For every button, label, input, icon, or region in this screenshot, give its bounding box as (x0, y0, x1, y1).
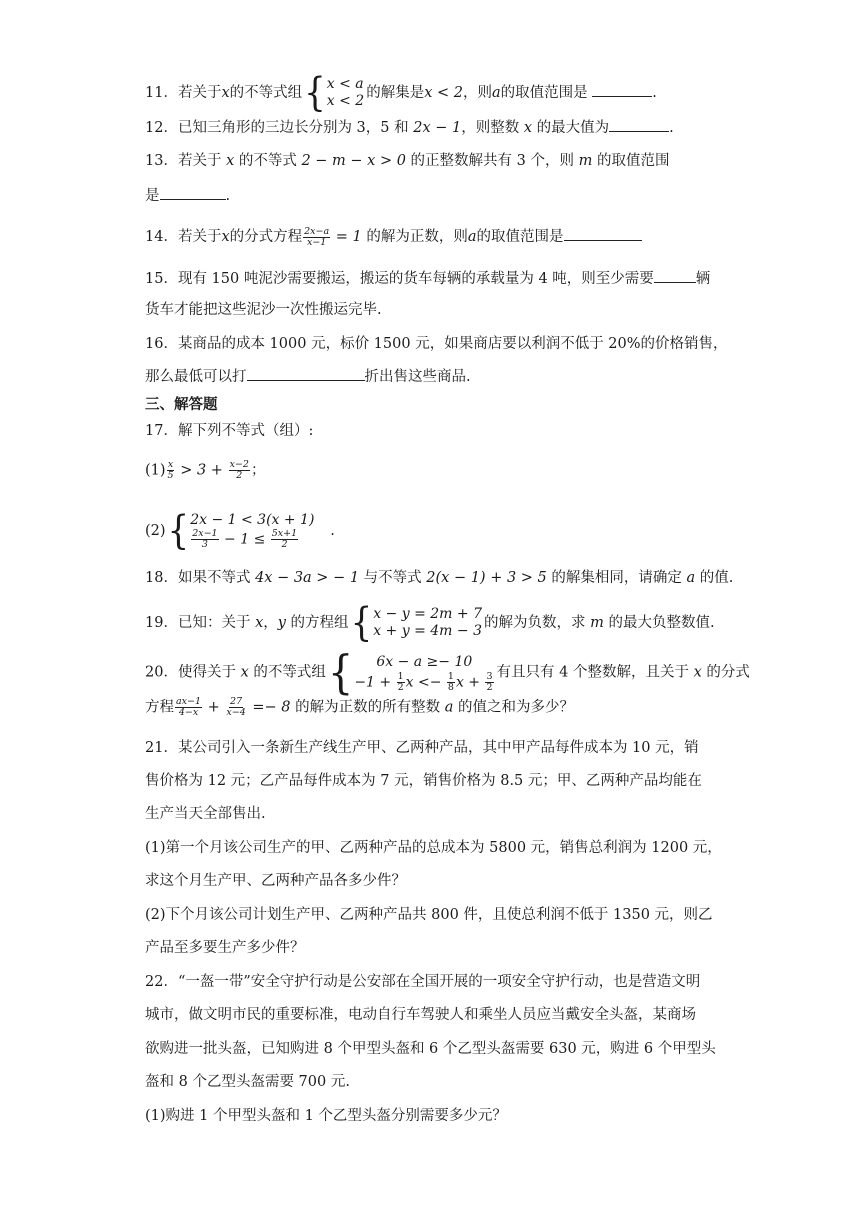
fraction: $\frac{x-2}{2}$ (229, 459, 249, 481)
question-15: 15．现有 150 吨泥沙需要搬运，搬运的货车每辆的承载量为 4 吨，则至少需要 辆 (145, 268, 710, 289)
question-17-part-1: (1) $\frac{x}{5}$ > 3 + $\frac{x-2}{2}$ ； (145, 459, 266, 481)
question-12: 12．已知三角形的三边长分别为 3，5 和 2x − 1，则整数 x 的最大值为 . (145, 117, 674, 138)
fraction: $\frac{x}{5}$ (167, 459, 174, 481)
question-18: 18．如果不等式 4x − 3a > − 1 与不等式 2(x − 1) + 3 > 5 的解集相同，请确定 a 的值. (145, 570, 734, 586)
question-13-cont: 是 . (145, 185, 230, 206)
inequality-system: { 6x − a ≥− 10 −1 + $\frac{1}{2}$ x <− $\frac{1}{8}$ x + $\frac{3}{2}$ (327, 646, 493, 699)
fraction: $\frac{2x-a}{x-1}$ (304, 225, 330, 248)
question-21-part-1: (1)第一个月该公司生产的甲、乙两种产品的总成本为 5800 元，销售总利润为 1200 元， (145, 840, 722, 856)
answer-blank[interactable] (592, 82, 652, 97)
question-13: 13．若关于 x 的不等式 2 − m − x > 0 的正整数解共有 3 个，则 m 的取值范围 (145, 153, 670, 169)
section-heading: 三、解答题 (145, 396, 218, 413)
fraction: $\frac{5x+1}{2}$ (271, 528, 298, 550)
answer-blank[interactable] (564, 226, 642, 241)
inequality-system: { 2x − 1 < 3(x + 1) $\frac{2x-1}{3}$ − 1 ≤ $\frac{5x+1}{2}$ (167, 508, 315, 554)
question-17: 17．解下列不等式（组）: (145, 423, 314, 439)
answer-blank[interactable] (160, 185, 226, 200)
question-21: 21．某公司引入一条新生产线生产甲、乙两种产品，其中甲产品每件成本为 10 元，销 (145, 740, 699, 756)
fraction: $\frac{1}{2}$ (397, 671, 404, 693)
fraction: $\frac{1}{8}$ (447, 671, 454, 693)
question-21-part-2: (2)下个月该公司计划生产甲、乙两种产品共 800 件，且使总利润不低于 1350 元，则乙 (145, 907, 713, 923)
answer-blank[interactable] (654, 268, 696, 283)
question-20: 20．使得关于 x 的不等式组 { 6x − a ≥− 10 −1 + $\frac{1}{2}$ x <− $\frac{1}{8}$ x + $\frac{3}{2}$ 有且只有 4 个整数解，且关于 x 的分式 (145, 646, 750, 699)
question-22-cont: 城市，做文明市民的重要标准，电动自行车驾驶人和乘坐人员应当戴安全头盔，某商场 (145, 1007, 696, 1023)
fraction: $\frac{3}{2}$ (486, 671, 493, 693)
answer-blank[interactable] (609, 117, 669, 132)
question-21-part-2-cont: 产品至多要生产多少件？ (145, 940, 305, 956)
question-22-cont: 欲购进一批头盔，已知购进 8 个甲型头盔和 6 个乙型头盔需要 630 元，购进 6 个甲型头 (145, 1041, 716, 1057)
question-16-cont: 那么最低可以打 折出售这些商品. (145, 366, 471, 387)
equation-system: { x − y = 2m + 7 x + y = 4m − 3 (350, 600, 482, 646)
fraction: $\frac{ax-1}{4-x}$ (176, 696, 202, 718)
question-19: 19．已知：关于 x，y 的方程组 { x − y = 2m + 7 x + y = 4m − 3 的解为负数，求 m 的最大负整数值. (145, 600, 715, 646)
question-22-part-1: (1)购进 1 个甲型头盔和 1 个乙型头盔分别需要多少元？ (145, 1108, 507, 1124)
answer-blank[interactable] (247, 366, 365, 381)
question-20-cont: 方程 $\frac{ax-1}{4-x}$ + $\frac{27}{x-4}$ =− 8 的解为正数的所有整数 a 的值之和为多少？ (145, 696, 575, 718)
fraction: $\frac{27}{x-4}$ (226, 696, 246, 718)
question-17-part-2: (2) { 2x − 1 < 3(x + 1) $\frac{2x-1}{3}$ − 1 ≤ $\frac{5x+1}{2}$ . (145, 508, 335, 554)
question-21-cont: 生产当天全部售出. (145, 806, 266, 822)
question-21-part-1-cont: 求这个月生产甲、乙两种产品各多少件？ (145, 873, 406, 889)
question-22-cont: 盔和 8 个乙型头盔需要 700 元. (145, 1074, 350, 1090)
question-21-cont: 售价格为 12 元；乙产品每件成本为 7 元，销售价格为 8.5 元；甲、乙两种产品均能在 (145, 773, 702, 789)
question-22: 22．“一盔一带”安全守护行动是公安部在全国开展的一项安全守护行动，也是营造文明 (145, 974, 701, 990)
question-16: 16．某商品的成本 1000 元，标价 1500 元，如果商店要以利润不低于 20%的价格销售， (145, 336, 728, 352)
question-11: 11．若关于x的不等式组 { x < a x < 2 的解集是x < 2，则a的取值范围是 . (145, 70, 657, 116)
question-14: 14．若关于x的分式方程 $\frac{2x-a}{x-1}$ = 1 的解为正数，则a的取值范围是 (145, 226, 642, 248)
fraction: $\frac{2x-1}{3}$ (192, 528, 218, 550)
question-15-cont: 货车才能把这些泥沙一次性搬运完毕. (145, 302, 382, 318)
inequality-system: { x < a x < 2 (304, 70, 365, 116)
